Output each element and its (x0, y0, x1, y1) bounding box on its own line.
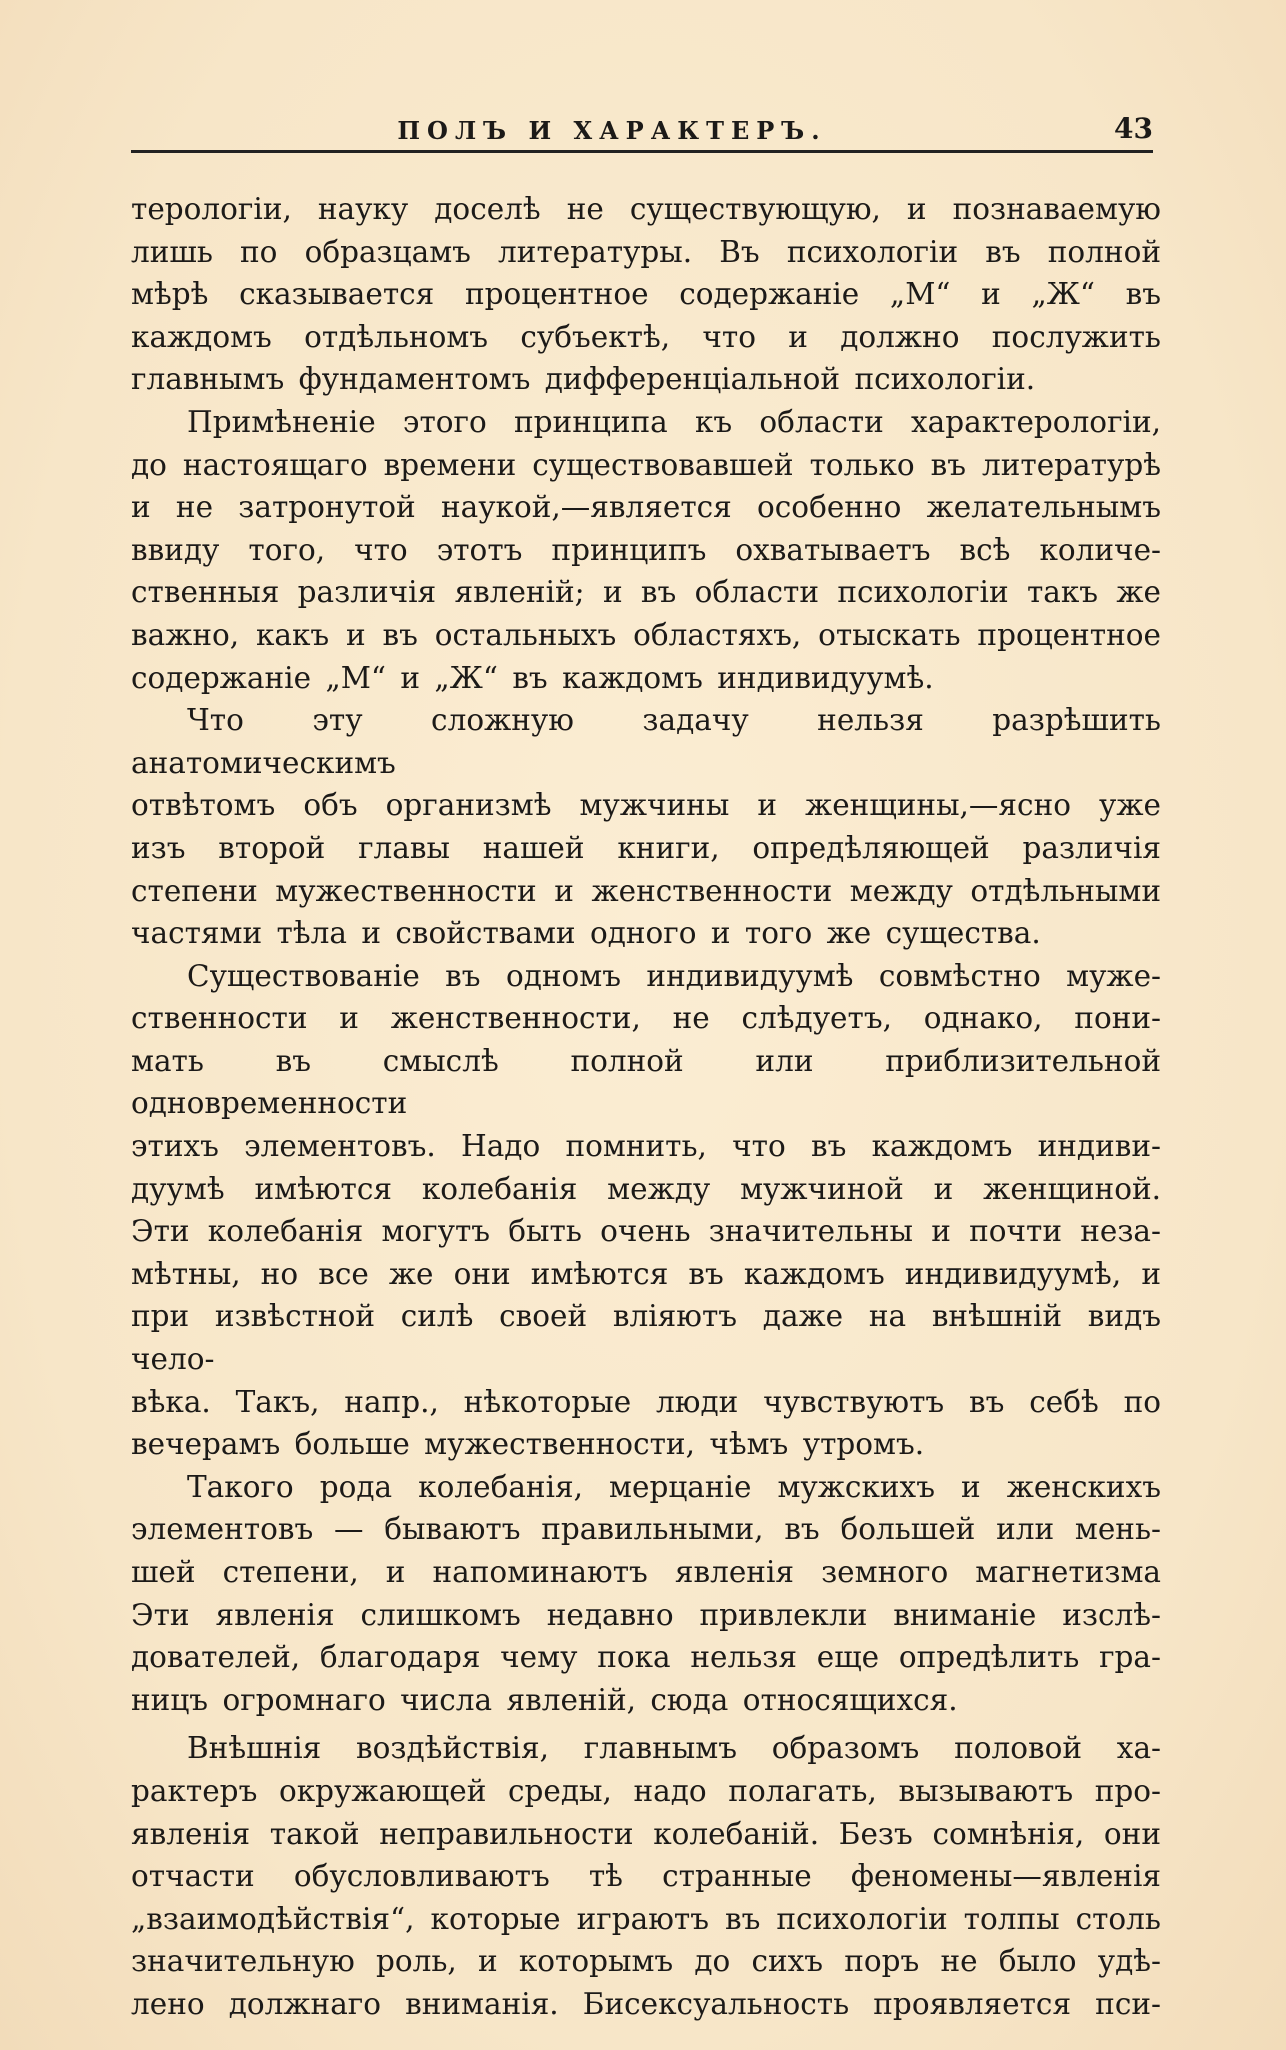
paragraph-line: Внѣшнія воздѣйствія, главнымъ образомъ половой ха- (187, 1731, 1161, 1766)
paragraph-line: степени мужественности и женственности между отдѣльными (131, 873, 1161, 908)
paragraph-line: ственности и женственности, не слѣдуетъ, однако, пони- (131, 1001, 1161, 1036)
paragraph-line: Примѣненіе этого принципа къ области характерологіи, (187, 404, 1161, 439)
paragraph-line: мѣрѣ сказывается процентное содержаніе „М“ и „Ж“ въ (131, 277, 1161, 312)
paragraph-line: мать въ смыслѣ полной или приблизительной одновременности (131, 1043, 1161, 1121)
paragraph-line: Что эту сложную задачу нельзя разрѣшить анатомическимъ (131, 703, 1161, 780)
paragraph-line: лишь по образцамъ литературы. Въ психологіи въ полной (131, 234, 1161, 269)
paragraph-line: терологіи, науку доселѣ не существующую, и познаваемую (131, 192, 1161, 226)
paragraph-line: важно, какъ и въ остальныхъ областяхъ, отыскать процентное (131, 617, 1161, 652)
paragraph-line: дователей, благодаря чему пока нельзя еще опредѣлить гра- (131, 1640, 1161, 1675)
paragraph-line: Такого рода колебанія, мерцаніе мужскихъ и женскихъ (187, 1469, 1161, 1504)
running-title: ПОЛЪ И ХАРАКТЕРЪ. (397, 116, 827, 145)
paragraph-line: ницъ огромнаго числа явленій, сюда относящихся. (131, 1682, 958, 1717)
paragraph-line: отвѣтомъ объ организмѣ мужчины и женщины,—ясно уже (131, 788, 1161, 823)
paragraph-line: изъ второй главы нашей книги, опредѣляющей различія (131, 830, 1161, 865)
page-header (131, 108, 1153, 154)
paragraph-line: элементовъ — бываютъ правильными, въ большей или мень- (131, 1512, 1161, 1547)
paragraph-line: и не затронутой наукой,—является особенно желательнымъ (131, 490, 1161, 525)
page-number: 43 (1114, 112, 1153, 145)
header-rule (131, 150, 1153, 153)
paragraph-line: до настоящаго времени существовавшей только въ литературѣ (131, 447, 1161, 482)
paragraph-line: значительную роль, и которымъ до сихъ поръ не было удѣ- (131, 1944, 1161, 1979)
paragraph-line: содержаніе „М“ и „Ж“ въ каждомъ индивидуумѣ. (131, 660, 934, 695)
paragraph-line: рактеръ окружающей среды, надо полагать, вызываютъ про- (131, 1773, 1161, 1808)
paragraph-line: отчасти обусловливаютъ тѣ странные феномены—явленія (131, 1859, 1161, 1894)
paragraph-line: Эти явленія слишкомъ недавно привлекли вниманіе изслѣ- (131, 1597, 1161, 1632)
paragraph-line: ственныя различія явленій; и въ области психологіи такъ же (131, 575, 1161, 610)
paragraph-line: шей степени, и напоминаютъ явленія земного магнетизма (131, 1555, 1161, 1589)
paragraph-line: частями тѣла и свойствами одного и того же существа. (131, 916, 1041, 951)
paragraph-line: вѣка. Такъ, напр., нѣкоторые люди чувствуютъ въ себѣ по (131, 1384, 1161, 1419)
paragraph-line: главнымъ фундаментомъ дифференціальной психологіи. (131, 362, 1036, 397)
paragraph-line: Эти колебанія могутъ быть очень значительны и почти неза- (131, 1214, 1161, 1249)
paragraph-line: этихъ элементовъ. Надо помнить, что въ каждомъ индиви- (131, 1129, 1161, 1164)
paragraph-line: при извѣстной силѣ своей вліяютъ даже на внѣшній видъ чело- (131, 1299, 1161, 1377)
paragraph-line: вечерамъ больше мужественности, чѣмъ утромъ. (131, 1427, 925, 1462)
paragraph-line: „взаимодѣйствія“, которые играютъ въ психологіи толпы столь (131, 1901, 1161, 1936)
body-text (131, 188, 1161, 2026)
paragraph-line: ввиду того, что этотъ принципъ охватываетъ всѣ количе- (131, 532, 1161, 567)
paragraph-line: Существованіе въ одномъ индивидуумѣ совмѣстно муже- (187, 958, 1161, 993)
paragraph-line: дуумѣ имѣются колебанія между мужчиной и женщиной. (131, 1171, 1161, 1206)
paragraph-line: лено должнаго вниманія. Бисексуальность проявляется пси- (131, 1986, 1161, 2021)
paragraph-line: каждомъ отдѣльномъ субъектѣ, что и должно послужить (131, 319, 1161, 354)
paragraph-line: явленія такой неправильности колебаній. Безъ сомнѣнія, они (131, 1816, 1161, 1851)
paragraph-line: мѣтны, но все же они имѣются въ каждомъ индивидуумѣ, и (131, 1256, 1161, 1291)
